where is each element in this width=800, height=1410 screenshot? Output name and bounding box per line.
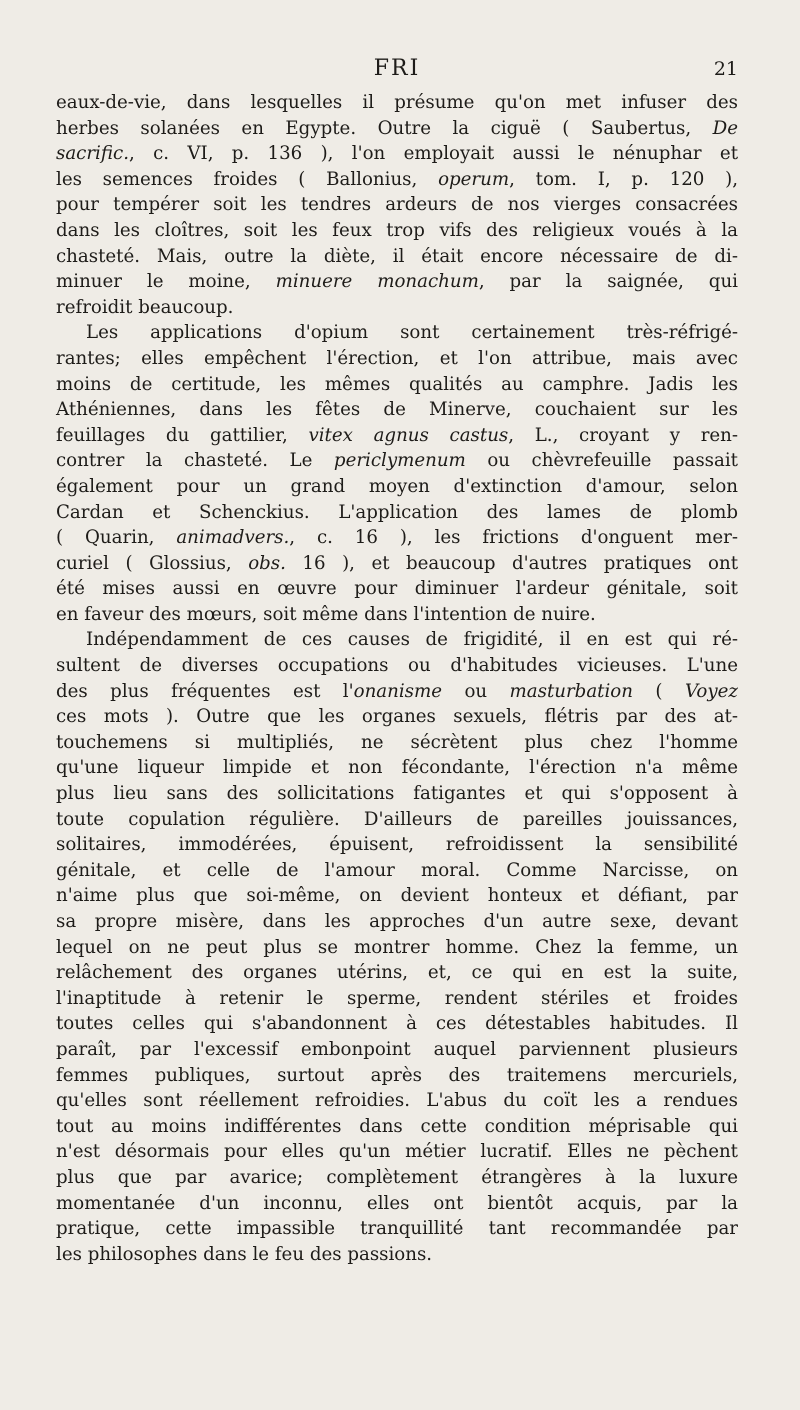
text-line <box>56 755 738 781</box>
text-fragment: relâchement des organes utérins, et, ce qui en est la suite, <box>56 962 738 984</box>
text-line <box>56 1165 738 1191</box>
text-fragment: toute copulation régulière. D'ailleurs de pareilles jouissances, <box>56 808 738 830</box>
text-line <box>56 192 738 218</box>
text-line <box>56 1011 738 1037</box>
text-fragment: ces mots ). Outre que les organes sexuels, flétris par des at- <box>56 706 738 728</box>
text-fragment: l'inaptitude à retenir le sperme, rendent stériles et froides <box>56 987 738 1009</box>
text-fragment: sa propre misère, dans les approches d'un autre sexe, devant <box>56 911 738 932</box>
text-line <box>56 1088 738 1114</box>
text-fragment: herbes solanées en Egypte. Outre la ciguë ( Saubertus, <box>56 117 713 139</box>
text-fragment: toutes celles qui s'abandonnent à ces détestables habitudes. Il <box>56 1013 738 1035</box>
text-fragment: les philosophes dans le feu des passions. <box>56 1243 433 1265</box>
text-fragment: n'est désormais pour elles qu'un métier lucratif. Elles ne pèchent <box>56 1141 738 1163</box>
text-fragment: en faveur des mœurs, soit même dans l'intention de nuire. <box>56 603 596 625</box>
text-fragment: Athéniennes, dans les fêtes de Minerve, couchaient sur les <box>56 399 738 421</box>
body-text <box>56 90 738 1267</box>
text-fragment: ( Quarin, <box>56 527 177 549</box>
italic-text: vitex agnus castus <box>308 424 509 446</box>
text-line <box>56 730 738 756</box>
text-line <box>56 474 738 500</box>
text-line <box>56 653 738 679</box>
page-header <box>56 56 738 88</box>
text-line <box>56 832 738 858</box>
italic-text: Voyez <box>684 680 738 702</box>
text-line <box>56 602 738 628</box>
text-fragment: eaux-de-vie, dans lesquelles il présume qu'on met infuser des <box>56 92 738 113</box>
text-fragment: des plus fréquentes est l' <box>56 680 354 702</box>
text-fragment: pratique, cette impassible tranquillité tant recommandée par <box>56 1218 738 1240</box>
text-fragment: rantes; elles empêchent l'érection, et l'on attribue, mais avec <box>56 347 738 369</box>
text-fragment: ou <box>442 680 510 702</box>
italic-text: sacrific. <box>56 143 129 165</box>
text-fragment: Cardan et Schenckius. L'application des lames de plomb <box>56 501 738 523</box>
page-number: 21 <box>713 58 738 80</box>
text-fragment: Indépendamment de ces causes de frigidité, il en est qui ré- <box>86 629 738 651</box>
text-fragment: lequel on ne peut plus se montrer homme. Chez la femme, un <box>56 936 738 958</box>
text-fragment: sultent de diverses occupations ou d'habitudes vicieuses. L'une <box>56 655 738 677</box>
text-line <box>56 116 738 142</box>
text-line <box>56 500 738 526</box>
text-fragment: contrer la chasteté. Le <box>56 450 334 472</box>
text-line <box>56 167 738 193</box>
text-line <box>56 1139 738 1165</box>
text-fragment: curiel ( Glossius, <box>56 552 249 574</box>
text-line <box>56 346 738 372</box>
text-fragment: solitaires, immodérées, épuisent, refroidissent la sensibilité <box>56 834 738 856</box>
text-line <box>56 883 738 909</box>
text-line <box>56 218 738 244</box>
text-line <box>56 448 738 474</box>
text-fragment: minuer le moine, <box>56 271 276 293</box>
text-fragment: , L., croyant y ren- <box>508 424 739 446</box>
text-fragment: femmes publiques, surtout après des traitemens mercuriels, <box>56 1064 738 1086</box>
text-line <box>56 807 738 833</box>
text-fragment: chasteté. Mais, outre la diète, il était encore nécessaire de di- <box>56 245 738 267</box>
text-line <box>56 295 738 321</box>
text-fragment: dans les cloîtres, soit les feux trop vifs des religieux voués à la <box>56 219 738 241</box>
text-fragment: plus lieu sans des sollicitations fatigantes et qui s'opposent à <box>56 783 738 805</box>
italic-text: masturbation <box>509 680 633 702</box>
running-head: FRI <box>373 56 421 81</box>
text-line <box>56 781 738 807</box>
text-fragment: , tom. I, p. 120 ), <box>509 168 738 190</box>
text-line <box>56 1063 738 1089</box>
text-line <box>56 397 738 423</box>
text-fragment: été mises aussi en œuvre pour diminuer l'ardeur génitale, soit <box>56 578 738 600</box>
text-line <box>56 269 738 295</box>
text-line <box>56 1037 738 1063</box>
text-line <box>56 679 738 705</box>
text-fragment: 16 ), et beaucoup d'autres pratiques ont <box>285 552 738 574</box>
italic-text: obs. <box>248 552 286 574</box>
text-fragment: touchemens si multipliés, ne sécrètent plus chez l'homme <box>56 731 738 753</box>
text-line <box>56 1242 738 1268</box>
text-fragment: paraît, par l'excessif embonpoint auquel parviennent plusieurs <box>56 1038 738 1060</box>
text-fragment: les semences froides ( Ballonius, <box>56 168 439 190</box>
italic-text: animadvers. <box>176 527 290 549</box>
text-fragment: , par la saignée, qui <box>478 271 738 293</box>
text-line <box>56 960 738 986</box>
text-fragment: ou chèvrefeuille passait <box>465 450 738 472</box>
text-fragment: plus que par avarice; complètement étrangères à la luxure <box>56 1166 738 1188</box>
text-line <box>56 141 738 167</box>
italic-text: minuere monachum <box>275 271 479 293</box>
text-line <box>56 244 738 270</box>
italic-text: onanisme <box>353 680 443 702</box>
text-line <box>56 986 738 1012</box>
text-fragment: moins de certitude, les mêmes qualités au camphre. Jadis les <box>56 373 738 395</box>
text-fragment: Les applications d'opium sont certainement très-réfrigé- <box>86 322 738 344</box>
italic-text: operum <box>438 168 510 190</box>
text-fragment: , c. 16 ), les frictions d'onguent mer- <box>289 527 738 549</box>
text-line <box>56 858 738 884</box>
text-fragment: tout au moins indifférentes dans cette condition méprisable qui <box>56 1115 738 1137</box>
text-line <box>56 525 738 551</box>
text-line <box>56 627 738 653</box>
text-fragment: également pour un grand moyen d'extinction d'amour, selon <box>56 475 738 497</box>
text-line <box>56 1191 738 1217</box>
text-fragment: ( <box>632 680 685 702</box>
text-line <box>56 704 738 730</box>
text-line <box>56 909 738 935</box>
text-fragment: refroidit beaucoup. <box>56 296 234 318</box>
text-line <box>56 1216 738 1242</box>
italic-text: De <box>712 117 738 139</box>
text-fragment: momentanée d'un inconnu, elles ont bientôt acquis, par la <box>56 1192 738 1214</box>
text-fragment: qu'une liqueur limpide et non fécondante, l'érection n'a même <box>56 757 738 779</box>
text-line <box>56 320 738 346</box>
text-fragment: feuillages du gattilier, <box>56 424 309 446</box>
text-line <box>56 423 738 449</box>
text-line <box>56 551 738 577</box>
text-line <box>56 1114 738 1140</box>
text-fragment: pour tempérer soit les tendres ardeurs de nos vierges consacrées <box>56 194 738 216</box>
text-line <box>56 372 738 398</box>
italic-text: periclymenum <box>333 450 466 472</box>
text-fragment: génitale, et celle de l'amour moral. Comme Narcisse, on <box>56 859 738 881</box>
text-fragment: , c. VI, p. 136 ), l'on employait aussi le nénuphar et <box>128 143 738 165</box>
text-fragment: qu'elles sont réellement refroidies. L'abus du coït les a rendues <box>56 1090 738 1112</box>
text-line <box>56 90 738 116</box>
text-fragment: n'aime plus que soi-même, on devient honteux et défiant, par <box>56 885 738 907</box>
text-line <box>56 935 738 961</box>
text-line <box>56 576 738 602</box>
